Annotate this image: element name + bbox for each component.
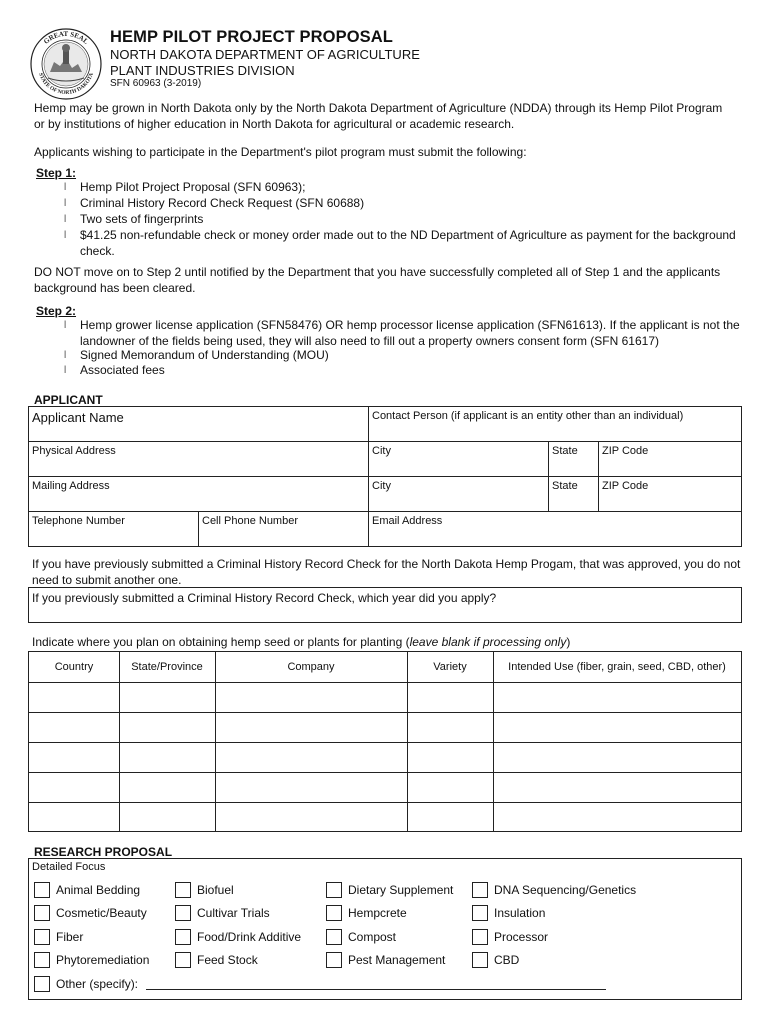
step2-item-text: Associated fees	[80, 363, 165, 377]
other-checkbox[interactable]	[34, 976, 50, 992]
contact-person-label: Contact Person (if applicant is an entity other than an individual)	[372, 410, 684, 422]
applicant-name-field[interactable]	[29, 407, 369, 442]
biofuel-checkbox[interactable]	[175, 882, 191, 898]
physical-zip-field[interactable]	[599, 442, 741, 477]
bullet-icon: l	[64, 350, 67, 361]
mailing-city-field[interactable]	[369, 477, 549, 512]
bullet-icon: l	[64, 365, 67, 376]
step2-label: Step 2:	[36, 304, 77, 318]
mailing-state-field[interactable]	[549, 477, 599, 512]
telephone-label: Telephone Number	[32, 515, 125, 527]
column-header-state-province: State/Province	[131, 661, 203, 673]
telephone-field[interactable]	[29, 512, 199, 546]
seal-top-text: GREAT SEAL	[42, 29, 90, 46]
physical-city-field[interactable]	[369, 442, 549, 477]
column-header-variety: Variety	[433, 661, 467, 673]
other-label: Other (specify):	[56, 977, 139, 991]
phytoremediation-checkbox[interactable]	[34, 952, 50, 968]
zip-label: ZIP Code	[602, 480, 649, 492]
bullet-icon: l	[64, 182, 67, 193]
step1-label: Step 1:	[36, 166, 77, 180]
physical-state-field[interactable]	[549, 442, 599, 477]
column-header-country: Country	[54, 661, 94, 673]
fiber-label: Fiber	[56, 930, 84, 944]
food-drink-additive-label: Food/Drink Additive	[197, 930, 302, 944]
cultivar-trials-label: Cultivar Trials	[197, 906, 270, 920]
cosmetic-beauty-label: Cosmetic/Beauty	[56, 906, 147, 920]
city-label: City	[372, 480, 391, 492]
form-number: SFN 60963 (3-2019)	[110, 78, 202, 89]
applicant-heading: APPLICANT	[34, 393, 103, 407]
criminal-check-note: If you have previously submitted a Criminal History Record Check for the North Dakota Hemp Progam, that was approved, you do not need to submit another one.	[32, 557, 741, 587]
mailing-address-field[interactable]	[29, 477, 369, 512]
animal-bedding-checkbox[interactable]	[34, 882, 50, 898]
bullet-icon: l	[64, 230, 67, 241]
cell-phone-label: Cell Phone Number	[202, 515, 298, 527]
state-seal-logo	[30, 28, 102, 100]
step2-item	[64, 318, 740, 349]
step1-item	[64, 212, 740, 228]
compost-checkbox[interactable]	[326, 929, 342, 945]
zip-label: ZIP Code	[602, 445, 649, 457]
physical-address-field[interactable]	[29, 442, 369, 477]
state-label: State	[552, 445, 578, 457]
research-heading: RESEARCH PROPOSAL	[34, 845, 173, 859]
table-row[interactable]	[29, 682, 741, 683]
feed-stock-label: Feed Stock	[197, 953, 258, 967]
seed-prompt-italic: leave blank if processing only	[409, 635, 567, 649]
criminal-check-year-field[interactable]	[28, 587, 742, 623]
cbd-checkbox[interactable]	[472, 952, 488, 968]
animal-bedding-label: Animal Bedding	[56, 883, 141, 897]
hempcrete-label: Hempcrete	[348, 906, 407, 920]
detailed-focus-label: Detailed Focus	[32, 861, 106, 873]
research-focus-box	[28, 858, 742, 1000]
cbd-label: CBD	[494, 953, 520, 967]
mailing-address-label: Mailing Address	[32, 480, 110, 492]
department-name: NORTH DAKOTA DEPARTMENT OF AGRICULTURE	[110, 47, 420, 62]
seal-bottom-text: STATE OF NORTH DAKOTA	[37, 72, 95, 97]
seed-prompt-end: )	[566, 635, 571, 649]
requirements-intro: Applicants wishing to participate in the Department's pilot program must submit the following:	[34, 145, 527, 159]
division-name: PLANT INDUSTRIES DIVISION	[110, 63, 295, 78]
city-label: City	[372, 445, 391, 457]
seed-source-prompt	[32, 635, 742, 651]
applicant-table	[28, 406, 742, 547]
bullet-icon: l	[64, 214, 67, 225]
compost-label: Compost	[348, 930, 397, 944]
contact-person-field[interactable]	[369, 407, 741, 442]
email-field[interactable]	[369, 512, 741, 546]
fiber-checkbox[interactable]	[34, 929, 50, 945]
column-header-intended-use: Intended Use (fiber, grain, seed, CBD, other)	[508, 661, 726, 673]
biofuel-label: Biofuel	[197, 883, 234, 897]
food-drink-additive-checkbox[interactable]	[175, 929, 191, 945]
step1-item-text: $41.25 non-refundable check or money order made out to the ND Department of Agriculture as payment for the background check.	[80, 228, 736, 258]
step2-item-text: Signed Memorandum of Understanding (MOU)	[80, 348, 329, 362]
step2-item	[64, 363, 740, 379]
bullet-icon: l	[64, 320, 67, 331]
step1-item-text: Hemp Pilot Project Proposal (SFN 60963);	[80, 180, 306, 194]
hempcrete-checkbox[interactable]	[326, 905, 342, 921]
state-label: State	[552, 480, 578, 492]
cell-phone-field[interactable]	[199, 512, 369, 546]
step1-item	[64, 228, 740, 259]
criminal-check-year-label: If you previously submitted a Criminal History Record Check, which year did you apply?	[32, 591, 497, 605]
table-row[interactable]	[29, 742, 741, 743]
step1-item-text: Criminal History Record Check Request (SFN 60688)	[80, 196, 365, 210]
pest-management-checkbox[interactable]	[326, 952, 342, 968]
step2-item	[64, 348, 740, 364]
pest-management-label: Pest Management	[348, 953, 446, 967]
other-specify-input[interactable]	[146, 989, 606, 990]
applicant-name-label: Applicant Name	[32, 410, 124, 425]
feed-stock-checkbox[interactable]	[175, 952, 191, 968]
mailing-zip-field[interactable]	[599, 477, 741, 512]
bullet-icon: l	[64, 198, 67, 209]
intro-paragraph: Hemp may be grown in North Dakota only by the North Dakota Department of Agriculture (NDDA) through its Hemp Pilot Program or by institutions of higher education in North Dakota for agricultural or academic research.	[34, 101, 723, 131]
seed-prompt-text: Indicate where you plan on obtaining hemp seed or plants for planting (	[32, 635, 410, 649]
step1-item	[64, 180, 740, 196]
seed-source-table	[28, 651, 742, 832]
table-row[interactable]	[29, 772, 741, 773]
dna-sequencing-genetics-checkbox[interactable]	[472, 882, 488, 898]
step1-item	[64, 196, 740, 212]
processor-label: Processor	[494, 930, 549, 944]
dna-sequencing-genetics-label: DNA Sequencing/Genetics	[494, 883, 637, 897]
step2-notice: DO NOT move on to Step 2 until notified by the Department that you have successfully completed all of Step 1 and the applicants background has been cleared.	[34, 265, 721, 295]
cultivar-trials-checkbox[interactable]	[175, 905, 191, 921]
processor-checkbox[interactable]	[472, 929, 488, 945]
cosmetic-beauty-checkbox[interactable]	[34, 905, 50, 921]
step1-item-text: Two sets of fingerprints	[80, 212, 204, 226]
phytoremediation-label: Phytoremediation	[56, 953, 150, 967]
dietary-supplement-checkbox[interactable]	[326, 882, 342, 898]
insulation-label: Insulation	[494, 906, 546, 920]
dietary-supplement-label: Dietary Supplement	[348, 883, 454, 897]
table-row[interactable]	[29, 802, 741, 803]
insulation-checkbox[interactable]	[472, 905, 488, 921]
email-label: Email Address	[372, 515, 443, 527]
physical-address-label: Physical Address	[32, 445, 116, 457]
step2-item-text: Hemp grower license application (SFN58476) OR hemp processor license application (SFN61613). If the applicant is not the landowner of the fields being used, they will also need to fill out a property owners consent form (SFN 61617)	[80, 318, 740, 348]
column-header-company: Company	[287, 661, 335, 673]
table-row[interactable]	[29, 712, 741, 713]
form-title: HEMP PILOT PROJECT PROPOSAL	[110, 28, 393, 46]
